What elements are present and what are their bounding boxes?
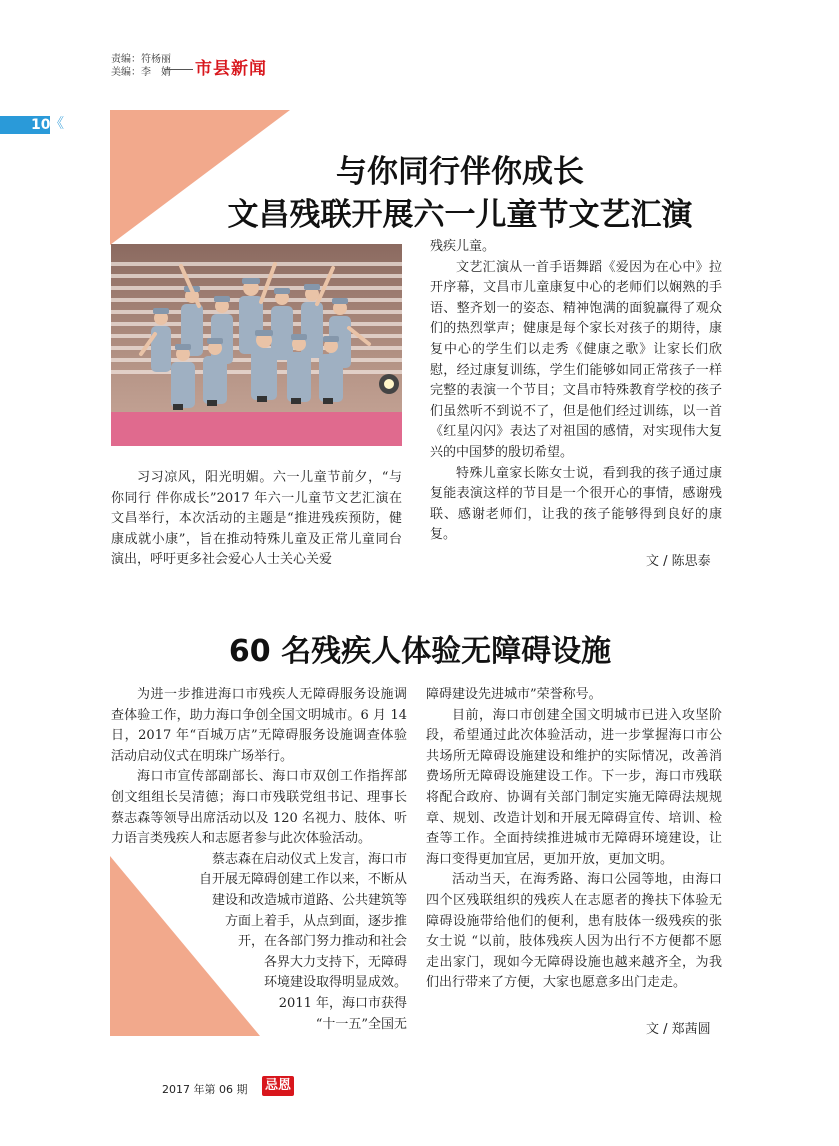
page-number: 10 [31, 117, 51, 133]
article1-author: 文 / 陈思泰 [646, 554, 711, 569]
article2-left-taper [111, 850, 407, 1035]
article1-title-line1: 与你同行伴你成长 [336, 154, 584, 190]
taper-line: 建设和改造城市道路、公共建筑等 [211, 892, 407, 908]
article1-right-paragraph-2: 特殊儿童家长陈女士说，看到我的孩子通过康复能表演这样的节目是一个很开心的事情，感谢残联、感谢老师们，让我的孩子能够得到良好的康复。 [430, 465, 722, 543]
article2-left-paragraph-2: 海口市宣传部副部长、海口市双创工作指挥部创文组组长吴清德；海口市残联党组书记、理事长蔡志森等领导出席活动以及 120 名视力、肢体、听力语言类残疾人和志愿者参与此次体验活动。 [111, 769, 407, 847]
article2-right-column [426, 685, 722, 994]
section-title: 市县新闻 [195, 59, 267, 79]
taper-line: 各界大力支持下，无障碍 [263, 954, 407, 970]
issue-label: 2017 年第 06 期 [162, 1083, 248, 1096]
performance-photo [111, 244, 402, 446]
article1-right-continuation: 残疾儿童。 [430, 239, 496, 254]
magazine-logo: 忌恩 [262, 1076, 294, 1096]
article2-title: 60 名残疾人体验无障碍设施 [228, 634, 612, 669]
article2-left-column [111, 685, 407, 1035]
taper-line: 开，在各部门努力推动和社会 [237, 934, 407, 950]
taper-line: 蔡志森在启动仪式上发言，海口市 [211, 851, 407, 867]
taper-line: 方面上着手，从点到面，逐步推 [224, 913, 407, 929]
article1-title-line2: 文昌残联开展六一儿童节文艺汇演 [227, 197, 693, 233]
taper-line: 自开展无障碍创建工作以来，不断从 [198, 872, 407, 888]
article2-left-paragraph-1: 为进一步推进海口市残疾人无障碍服务设施调查体验工作，助力海口争创全国文明城市。6 月 14 日，2017 年“百城万店”无障碍服务设施调查体验活动启动仪式在明珠广场举行。 [111, 687, 407, 764]
article2-right-continuation: 障碍建设先进城市”荣誉称号。 [426, 687, 602, 702]
article1-right-column [430, 237, 722, 546]
article2-author: 文 / 郑茜圆 [646, 1022, 711, 1037]
credit-editor: 责编：符杨丽 [111, 54, 171, 65]
credit-designer: 美编：李 婧 [111, 67, 171, 78]
masthead-rule [165, 69, 193, 70]
taper-line: 环境建设取得明显成效。 [263, 975, 407, 991]
taper-line: 2011 年，海口市获得 [278, 995, 407, 1011]
article1-left-column [111, 468, 402, 571]
taper-line: “十一五”全国无 [315, 1016, 407, 1032]
article2-right-paragraph-1: 目前，海口市创建全国文明城市已进入攻坚阶段，希望通过此次体验活动，进一步掌握海口市公共场所无障碍设施建设和维护的实际情况，改善消费场所无障碍设施建设工作。下一步，海口市残联将配合政府、协调有关部门制定实施无障碍法规规章、规划、改造计划和开展无障碍宣传、培训、检查等工作。全面持续推进城市无障碍环境建设，让海口变得更加宜居，更加开放，更加文明。 [426, 707, 722, 867]
page-chevron-icon: 《 [50, 116, 64, 132]
editor-credits [111, 53, 201, 79]
article1-right-paragraph-1: 文艺汇演从一首手语舞蹈《爱因为在心中》拉开序幕，文昌市儿童康复中心的老师们以娴熟的手语、整齐划一的姿态、精神饱满的面貌赢得了观众们的热烈掌声；健康是每个家长对孩子的期待，康复中心的学生们以走秀《健康之歌》让家长们欣慰，经过康复训练，学生们能够如同正常孩子一样完整的表演一个节目；文昌市特殊教育学校的孩子们虽然听不到说不了，但是他们经过训练，以一首《红星闪闪》表达了对祖国的感情，对实现伟大复兴的中国梦的殷切希望。 [430, 259, 722, 460]
article2-right-paragraph-2: 活动当天，在海秀路、海口公园等地，由海口四个区残联组织的残疾人在志愿者的搀扶下体验无障碍设施带给他们的便利，患有肢体一级残疾的张女士说 “以前，肢体残疾人因为出行不方便都不愿走出家门，现如今无障碍设施也越来越齐全，为我们出行带来了方便，大家也愿意多出门走走。 [426, 872, 722, 991]
article1-left-paragraph: 习习凉风，阳光明媚。六一儿童节前夕，“与你同行 伴你成长”2017 年六一儿童节文艺汇演在文昌举行，本次活动的主题是“推进残疾预防，健康成就小康”，旨在推动特殊儿童及正常儿童同台演出，呼吁更多社会爱心人士关心关爱 [111, 470, 402, 568]
